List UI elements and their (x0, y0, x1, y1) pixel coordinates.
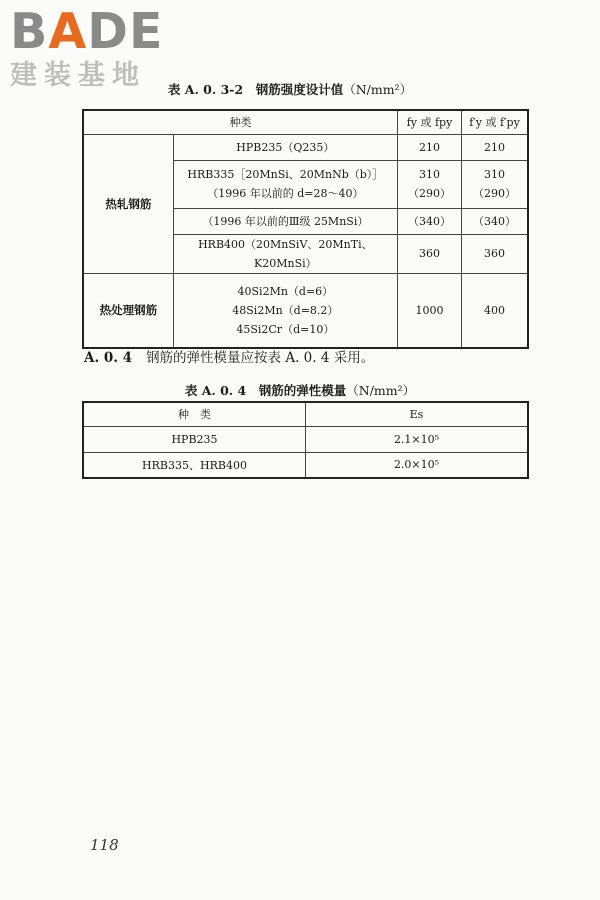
header-es: Es (306, 402, 529, 426)
fy-cell: 1000 (397, 273, 461, 348)
fy-prime-cell: 360 (462, 234, 528, 273)
type-cell: HRB335［20MnSi、20MnNb（b）］ （1996 年以前的 d=28～40） (173, 160, 397, 208)
fy-cell: 310 （290） (397, 160, 461, 208)
header-fy-prime: f′y 或 f′py (462, 110, 528, 134)
elastic-modulus-table (82, 401, 529, 479)
fy-cell: （340） (397, 208, 461, 234)
type-cell: HPB235（Q235） (173, 134, 397, 160)
clause-a-0-4 (84, 346, 374, 366)
fy-prime-cell: 210 (462, 134, 528, 160)
modulus-cell: 2.0×10⁵ (306, 452, 529, 478)
type-cell: HRB335、HRB400 (83, 452, 306, 478)
type-cell: HPB235 (83, 426, 306, 452)
group-hot-rolled: 热轧钢筋 (83, 134, 173, 273)
logo-wordmark: BADE (10, 3, 164, 60)
fy-cell: 360 (397, 234, 461, 273)
header-type: 种 类 (83, 402, 306, 426)
steel-strength-table (82, 109, 529, 349)
table1-caption: 表 A. 0. 3-2 钢筋强度设计值（N/mm²） (167, 82, 413, 97)
clause-text: 钢筋的弹性模量应按表 A. 0. 4 采用。 (146, 350, 375, 366)
table-row (83, 452, 528, 478)
group-heat-treated: 热处理钢筋 (83, 273, 173, 348)
logo-subtitle: 建装基地 (10, 60, 146, 91)
fy-prime-cell: 400 (462, 273, 528, 348)
type-cell: 40Si2Mn（d=6） 48Si2Mn（d=8.2） 45Si2Cr（d=10） (173, 273, 397, 348)
bade-logo (10, 4, 180, 92)
modulus-cell: 2.1×10⁵ (306, 426, 529, 452)
type-cell: HRB400（20MnSiV、20MnTi、K20MnSi） (173, 234, 397, 273)
fy-cell: 210 (397, 134, 461, 160)
page-number: 118 (90, 836, 119, 854)
header-fy: fy 或 fpy (397, 110, 461, 134)
fy-prime-cell: 310 （290） (462, 160, 528, 208)
table-row (83, 426, 528, 452)
clause-number: A. 0. 4 (84, 350, 133, 366)
type-cell: （1996 年以前的Ⅲ级 25MnSi） (173, 208, 397, 234)
table2-caption: 表 A. 0. 4 钢筋的弹性模量（N/mm²） (184, 383, 416, 398)
header-type: 种类 (83, 110, 397, 134)
fy-prime-cell: （340） (462, 208, 528, 234)
